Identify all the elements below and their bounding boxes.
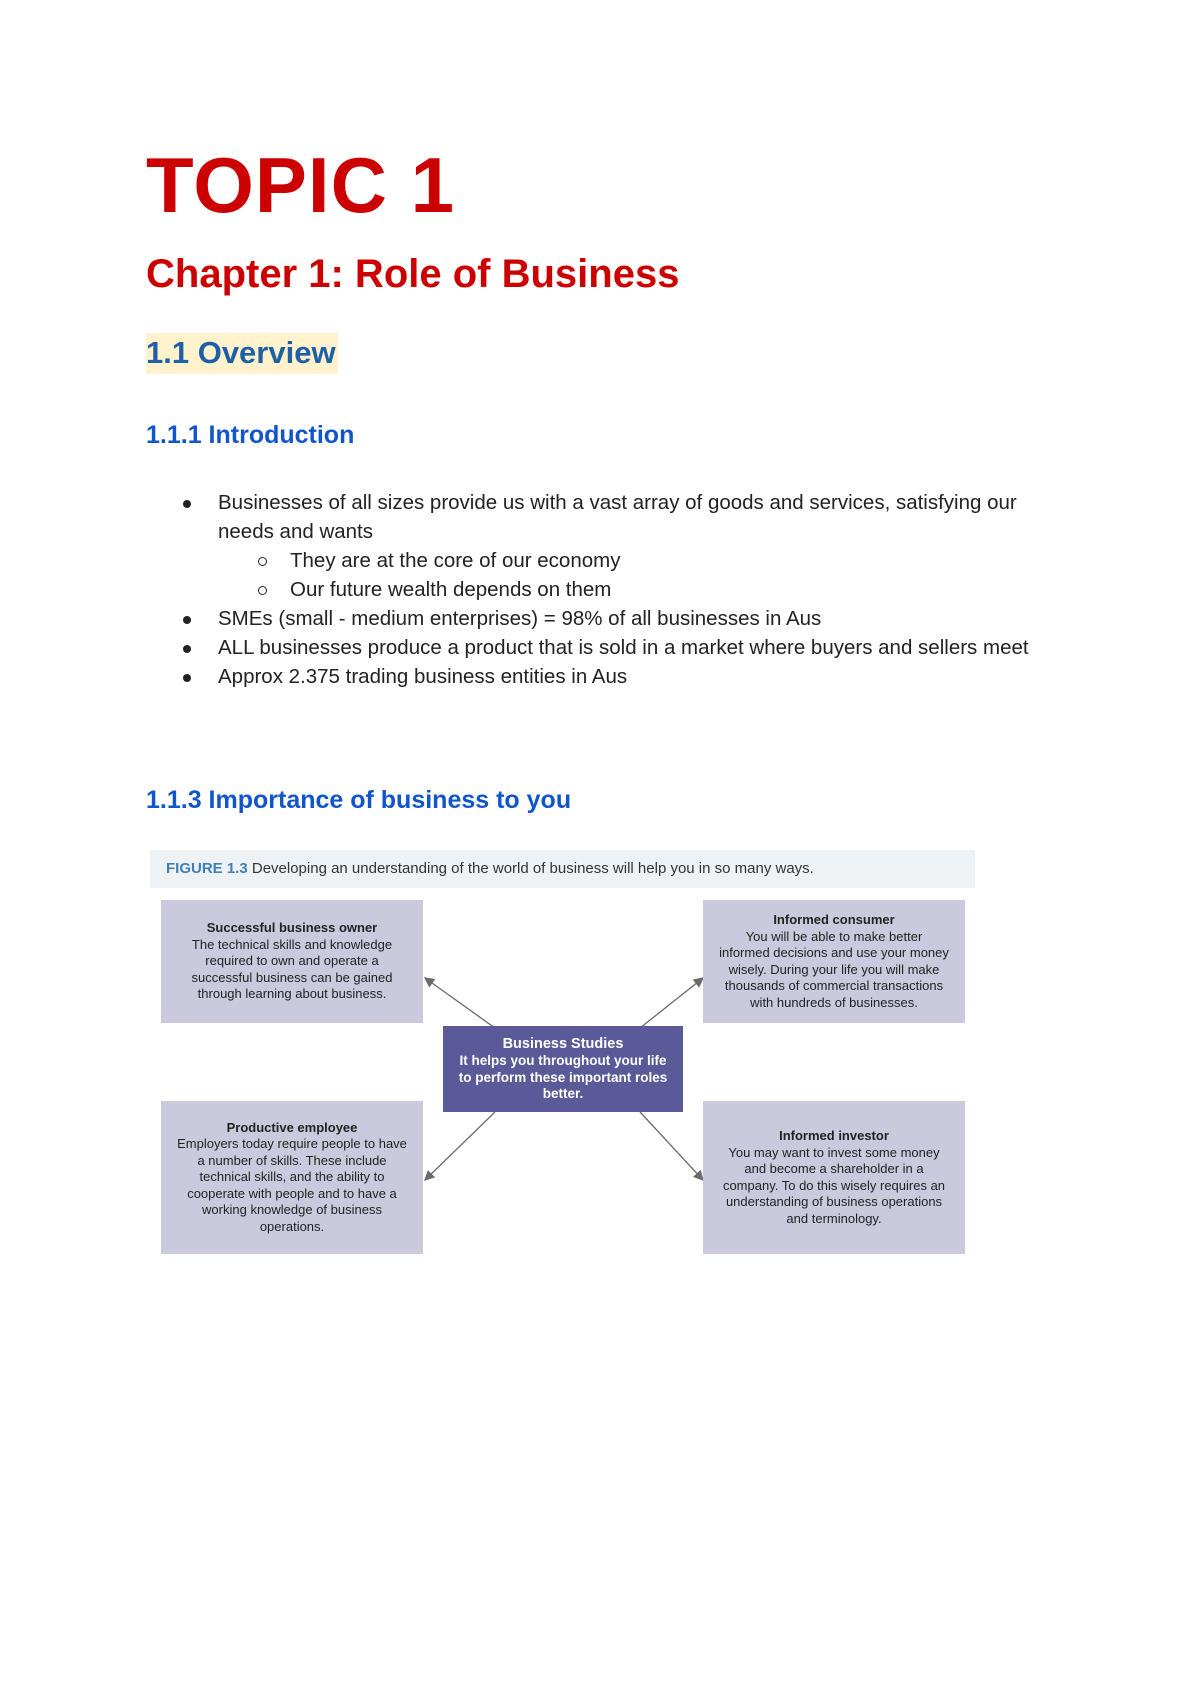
sub-bullet-text: They are at the core of our economy [290,549,621,572]
box-body: You may want to invest some money and become a shareholder in a company. To do this wisely requires an understanding of business operations and terminology. [722,1144,946,1226]
section-title: 1.1 Overview [146,333,338,374]
list-item [180,488,1060,604]
arrow-to-owner [425,978,495,1028]
productive-employee-box [161,1101,423,1254]
bullet-dot-icon [183,500,191,508]
box-title: Productive employee [226,1119,358,1135]
bullet-circle-icon [258,557,267,566]
topic-title: TOPIC 1 [146,141,455,229]
figure-caption-text: Developing an understanding of the world of business will help you in so many ways. [251,860,814,877]
business-studies-figure [150,850,975,1260]
importance-heading: 1.1.3 Importance of business to you [146,786,572,814]
bullet-text: Businesses of all sizes provide us with a vast array of goods and services, satisfying our needs and wants [218,491,1017,543]
bullet-text: ALL businesses produce a product that is sold in a market where buyers and sellers meet [218,636,1029,659]
box-title: Informed consumer [773,912,895,927]
intro-bullet-list [180,488,1060,691]
arrow-to-consumer [640,978,703,1028]
bullet-text: Approx 2.375 trading business entities in Aus [218,665,628,688]
introduction-heading: 1.1.1 Introduction [146,421,355,449]
center-title: Business Studies [502,1036,624,1053]
sub-list-item [218,546,1060,575]
bullet-circle-icon [258,586,267,595]
list-item [180,604,1060,633]
box-body: You will be able to make better informed decisions and use your money wisely. During your life you will make thousands of commercial transactions with hundreds of businesses. [719,928,949,1010]
arrow-to-employee [425,1112,495,1180]
figure-label: FIGURE 1.3 [166,860,248,877]
bullet-dot-icon [183,616,191,624]
box-title: Successful business owner [206,920,378,936]
bullet-text: SMEs (small - medium enterprises) = 98% of all businesses in Aus [218,607,822,630]
sub-bullet-text: Our future wealth depends on them [290,578,612,601]
box-title: Informed investor [779,1128,889,1143]
box-body: The technical skills and knowledge required to own and operate a successful business can be gained through learning about business. [191,936,393,1002]
sub-list-item [218,575,1060,604]
bullet-dot-icon [183,645,191,653]
bullet-dot-icon [183,674,191,682]
sub-bullet-list [218,546,1060,604]
list-item [180,662,1060,691]
informed-consumer-box [703,900,965,1023]
business-studies-center-box [443,1026,683,1112]
box-body: Employers today require people to have a number of skills. These include technical skills, and the ability to cooperate with people and to have a working knowledge of business operations. [177,1136,407,1234]
list-item [180,633,1060,662]
successful-business-owner-box [161,900,423,1023]
arrow-to-investor [640,1112,703,1180]
center-body: It helps you throughout your life to perform these important roles better. [458,1053,668,1102]
chapter-title: Chapter 1: Role of Business [146,252,680,296]
informed-investor-box [703,1101,965,1254]
